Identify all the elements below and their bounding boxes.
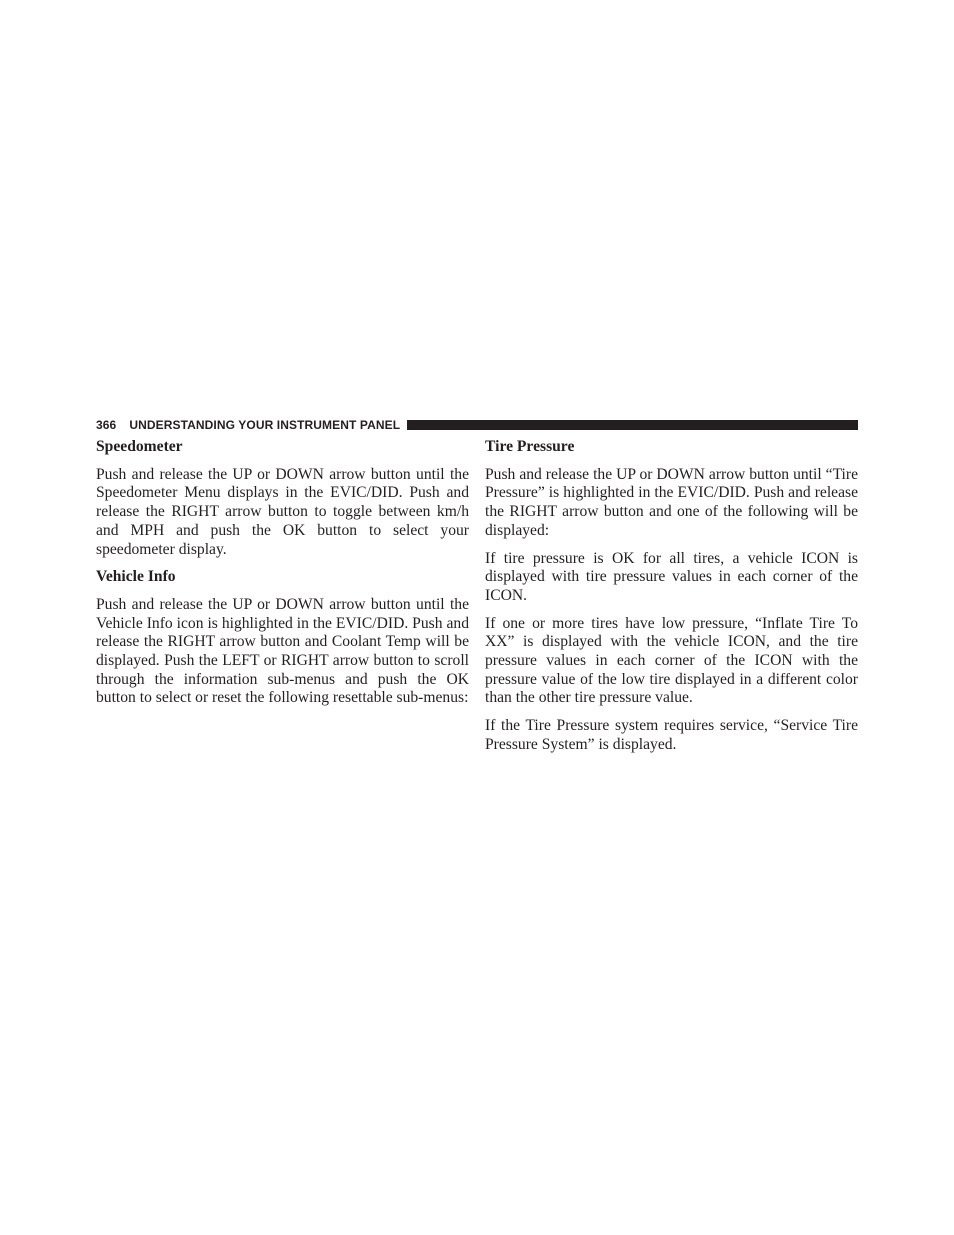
tire-pressure-paragraph-3: If one or more tires have low pressure, “Inflate Tire To XX” is displayed with the vehicle ICON, and the tire pressure values in each corner of the ICON with the pressure value of the low tire displayed in a different color than the other tire pressure value. xyxy=(485,614,858,707)
tire-pressure-paragraph-4: If the Tire Pressure system requires service, “Service Tire Pressure System” is displayed. xyxy=(485,717,858,753)
page-header xyxy=(96,416,858,434)
speedometer-paragraph: Push and release the UP or DOWN arrow button until the Speedometer Menu displays in the EVIC/DID. Push and release the RIGHT arrow button to toggle between km/h and MPH and push the OK button to select your speedometer display. xyxy=(96,465,469,558)
header-rule-bar xyxy=(407,420,858,430)
speedometer-heading: Speedometer xyxy=(96,438,183,455)
tire-pressure-paragraph-1: Push and release the UP or DOWN arrow button until “Tire Pressure” is highlighted in the EVIC/DID. Push and release the RIGHT arrow button and one of the following will be displayed: xyxy=(485,465,858,539)
right-column xyxy=(485,438,858,764)
left-column xyxy=(96,438,469,717)
page-number: 366 xyxy=(96,418,117,432)
vehicle-info-heading: Vehicle Info xyxy=(96,568,176,586)
vehicle-info-paragraph: Push and release the UP or DOWN arrow button until the Vehicle Info icon is highlighted in the EVIC/DID. Push and release the RIGHT arrow button and Coolant Temp will be displayed. Push the LEFT or RIGHT arrow button to scroll through the information sub-menus and push the OK button to select or reset the following resettable sub-menus: xyxy=(96,595,469,707)
tire-pressure-paragraph-2: If tire pressure is OK for all tires, a vehicle ICON is displayed with tire pressure values in each corner of the ICON. xyxy=(485,549,858,604)
tire-pressure-heading: Tire Pressure xyxy=(485,438,575,455)
section-title: UNDERSTANDING YOUR INSTRUMENT PANEL xyxy=(129,418,401,432)
